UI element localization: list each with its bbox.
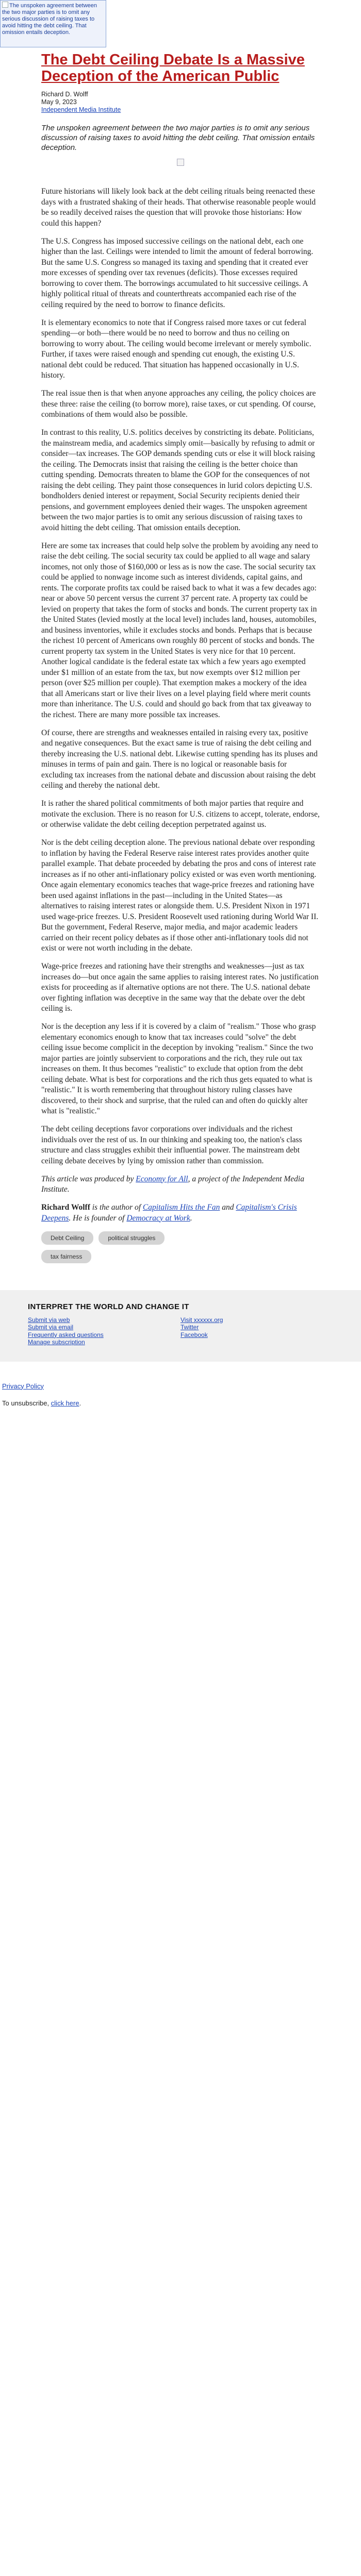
paragraph: The real issue then is that when anyone approaches any ceiling, the policy choices are these three: raise the ceiling (to borrow more), raise taxes, or cut spending. Of course, combinations of them would also be possible. [41, 389, 316, 419]
footer-right-column [180, 1316, 333, 1346]
manage-subscription-link[interactable]: Manage subscription [28, 1338, 85, 1346]
facebook-link[interactable]: Facebook [180, 1331, 208, 1338]
paragraph: It is rather the shared political commitments of both major parties that require and motivate the exclusion. There is no reason for U.S. citizens to accept, tolerate, endorse, or otherwise validate the debt ceiling deception perpetrated against us. [41, 799, 320, 829]
bio-author-name: Richard Wolff [41, 1203, 90, 1212]
author-name: Richard D. Wolff [41, 91, 88, 98]
bio-text: is the author of [90, 1203, 143, 1212]
tag-political-struggles[interactable]: political struggles [99, 1231, 165, 1245]
faq-link[interactable]: Frequently asked questions [28, 1331, 104, 1338]
paragraph: The debt ceiling deceptions favor corporations over individuals and the richest individuals over the rest of us. In our thinking and speaking too, the nation's class structure and class struggles exhibit their influential power. The mainstream debt ceiling debate deceives by lying by omission rather than commission. [41, 1125, 302, 1165]
article-image-icon [177, 159, 184, 166]
paragraph: The U.S. Congress has imposed successive ceilings on the national debt, each one higher than the last. Ceilings were intended to limit the amount of federal borrowing. But the same U.S. Congress so managed its taxing and spending that it created ever more excesses of spending over tax revenues (deficits). Those excesses required borrowing to cover them. The borrowings accumulated to hit successive ceilings. A highly political ritual of threats and counterthreats accompanied each rise of the ceiling required by the need to borrow to finance deficits. [41, 236, 314, 309]
democracy-at-work-link[interactable]: Democracy at Work [126, 1213, 190, 1223]
paragraph: Nor is the debt ceiling deception alone. The previous national debate over responding to inflation by having the Federal Reserve raise interest rates provides another quite parallel example. That debate proceeded by debating the pros and cons of interest rate increases as if no other anti-inflationary policy existed or was even worth mentioning. Once again elementary economics teaches that wage-price freezes and rationing have been used against inflations in the past—including in the United States—as alternatives to raising interest rates or alongside them. U.S. President Nixon in 1971 used wage-price freezes. U.S. President Roosevelt used rationing during World War II. But the government, Federal Reserve, major media, and major academic leaders carried on their recent policy debates as if those other anti-inflationary tools did not exist or were not worth including in the debate. [41, 838, 319, 953]
tag-list [41, 1231, 320, 1268]
book-link-capitalism-hits-the-fan[interactable]: Capitalism Hits the Fan [142, 1203, 220, 1212]
footer-inner [26, 1302, 335, 1346]
footer [0, 1290, 361, 1362]
paragraph: Here are some tax increases that could help solve the problem by avoiding any need to raise the debt ceiling. The social security tax could be applied to all wage and salary incomes, not only those of $160,000 or less as is now the case. The social security tax could be applied to nonwage income such as interest dividends, capital gains, and rents. The corporate profits tax could be raised back to what it was a few decades ago: near or above 50 percent versus the current 37 percent rate. A property tax could be levied on property that takes the form of stocks and bonds. The current property tax in the United States (levied mostly at the local level) includes land, houses, automobiles, and business inventories, while it excludes stocks and bonds. Perhaps that is because the richest 10 percent of Americans own roughly 80 percent of stocks and bonds. The current property tax system in the United States is very nice for that 10 percent. Another logical candidate is the federal estate tax which a few years ago exempted under $1 million of an estate from the tax, but now exempts over $12 million per person (over $25 million per couple). That exemption makes a mockery of the idea that all Americans start or live their lives on a level playing field where merit counts more than inheritance. The U.S. could and should go back from that tax giveaway to the richest. There are many more possible tax increases. [41, 541, 318, 719]
publish-date: May 9, 2023 [41, 98, 77, 106]
bio-text: . He is founder of [69, 1213, 127, 1223]
article-lede: The unspoken agreement between the two major parties is to omit any serious discussion of raising taxes to avoid hitting the debt ceiling. That omission entails deception. [41, 124, 315, 152]
bottom-links [0, 1362, 361, 1427]
preheader-image-alt[interactable] [0, 0, 106, 47]
credit-suffix: , a project of the Independent Media Institute. [41, 1174, 304, 1194]
author-bio [41, 1202, 320, 1224]
tag-tax-fairness[interactable]: tax fairness [41, 1250, 91, 1263]
footer-columns [28, 1316, 333, 1346]
paragraph: Future historians will likely look back at the debt ceiling rituals being reenacted these days with a frustrated shaking of their heads. That otherwise reasonable people would be so readily deceived raises the question that will provoke those historians: How could this happen? [41, 187, 316, 228]
publisher-link[interactable]: Independent Media Institute [41, 106, 121, 113]
tag-debt-ceiling[interactable]: Debt Ceiling [41, 1231, 93, 1245]
visit-site-link[interactable]: Visit xxxxxx.org [180, 1316, 223, 1324]
unsubscribe-row [2, 1399, 359, 1407]
footer-heading: INTERPRET THE WORLD AND CHANGE IT [28, 1302, 189, 1311]
submit-via-web-link[interactable]: Submit via web [28, 1316, 70, 1324]
paragraph: In contrast to this reality, U.S. politics deceives by constricting its debate. Politicians, the mainstream media, and academics simply omit—basically by refusing to admit or consider—tax increases. The GOP demands spending cuts or else it will block raising the ceiling. The Democrats insist that raising the ceiling is the better choice than cutting spending. Democrats threaten to blame the GOP for the consequences of not raising the debt ceiling. They paint those consequences in lurid colors depicting U.S. bondholders denied interest or repayment, Social Security recipients denied their pensions, and government employees denied their wages. The unspoken agreement between the two major parties is to omit any serious discussion of raising taxes to avoid hitting the debt ceiling. That omission entails deception. [41, 428, 315, 532]
paragraph: Of course, there are strengths and weaknesses entailed in raising every tax, positive and negative consequences. But the exact same is true of raising the debt ceiling and thereby increasing the U.S. national debt. Likewise cutting spending has its pluses and minuses in terms of pain and gain. There is no logical or reasonable basis for excluding tax increases from the national debate and discussion about raising the debt ceiling and thereby the national debt. [41, 728, 318, 790]
paragraph: Wage-price freezes and rationing have their strengths and weaknesses—just as tax increases do—but once again the same applies to raising interest rates. No justification exists for proceeding as if alternative options are not there. The U.S. national debate over fighting inflation was deceptive in the same way that the debate over the debt ceiling is. [41, 962, 319, 1013]
privacy-row [2, 1382, 359, 1390]
article-meta [41, 91, 320, 114]
article-title[interactable]: The Debt Ceiling Debate Is a Massive Deception of the American Public [41, 52, 305, 84]
economy-for-all-link[interactable]: Economy for All [136, 1174, 188, 1183]
article-body [41, 187, 320, 1224]
unsubscribe-suffix: . [79, 1399, 81, 1407]
book-link-capitalisms-crisis-deepens[interactable]: Capitalism's Crisis Deepens [41, 1203, 297, 1223]
preheader-alt-text: The unspoken agreement between the two major parties is to omit any serious discussion of raising taxes to avoid hitting the debt ceiling. That omission entails deception. [2, 3, 97, 36]
paragraph: Nor is the deception any less if it is covered by a claim of "realism." Those who grasp elementary economics enough to know that tax increases could "solve" the debt ceiling issue become complicit in the deception by invoking "realism." Since the two major parties are jointly subservient to corporations and the rich, they rule out tax increases on them. It thus becomes "realistic" to exclude that option from the debt ceiling debate. What is best for corporations and the rich thus gets equated to what is "realistic." It is worth remembering that throughout history ruling classes have discovered, to their shock and surprise, that the ruled can and often do quickly alter what is "realistic." [41, 1022, 316, 1115]
broken-image-icon [2, 2, 8, 8]
article-card [26, 52, 335, 1290]
footer-left-column [28, 1316, 180, 1346]
credit-prefix: This article was produced by [41, 1174, 136, 1183]
unsubscribe-link[interactable]: click here [51, 1399, 79, 1407]
bio-text: and [220, 1203, 236, 1212]
privacy-policy-link[interactable]: Privacy Policy [2, 1382, 44, 1390]
article-credit [41, 1174, 320, 1195]
unsubscribe-prefix: To unsubscribe, [2, 1399, 51, 1407]
submit-via-email-link[interactable]: Submit via email [28, 1324, 74, 1331]
bio-text: . [190, 1213, 192, 1223]
twitter-link[interactable]: Twitter [180, 1324, 199, 1331]
paragraph: It is elementary economics to note that if Congress raised more taxes or cut federal spending—or both—there would be no need to borrow and thus no ceiling on borrowing to worry about. The ceiling would become irrelevant or merely symbolic. Further, if taxes were raised enough and spending cut enough, the existing U.S. national debt could be reduced. That situation has happened occasionally in U.S. history. [41, 318, 311, 380]
